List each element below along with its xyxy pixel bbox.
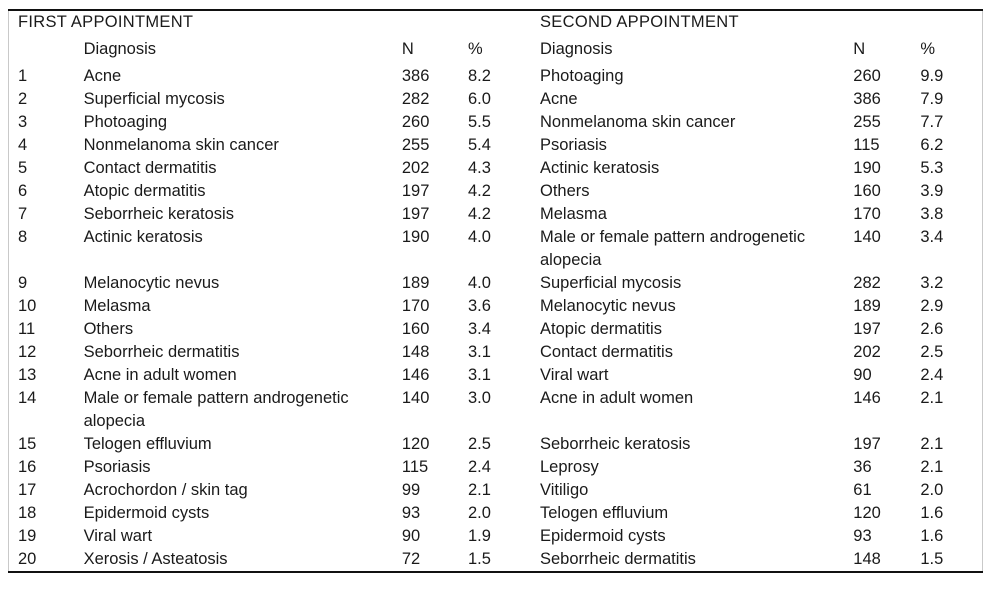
rank-cell: 9 bbox=[18, 274, 28, 292]
rank-cell: 15 bbox=[18, 435, 37, 453]
rank-cell: 19 bbox=[18, 527, 37, 545]
first-diagnosis-cell: Others bbox=[83, 320, 134, 338]
first-diagnosis-cell: Viral wart bbox=[83, 527, 153, 545]
rank-cell: 18 bbox=[18, 504, 37, 522]
second-percent-cell: 1.5 bbox=[920, 550, 944, 568]
rank-cell: 2 bbox=[18, 90, 28, 108]
first-n-cell: 189 bbox=[401, 274, 430, 292]
first-diagnosis-cell: Melanocytic nevus bbox=[83, 274, 220, 292]
first-diagnosis-cell: Superficial mycosis bbox=[83, 90, 225, 108]
first-diagnosis-cell: Contact dermatitis bbox=[83, 159, 217, 177]
first-percent-cell: 2.5 bbox=[467, 435, 491, 453]
table-row bbox=[9, 479, 983, 502]
second-n-cell: 190 bbox=[853, 159, 881, 177]
first-diagnosis-cell: Acrochordon / skin tag bbox=[83, 481, 248, 499]
second-n-cell: 282 bbox=[853, 274, 881, 292]
first-n-cell: 170 bbox=[401, 297, 430, 315]
table-row bbox=[9, 318, 983, 341]
second-n-cell: 202 bbox=[853, 343, 881, 361]
second-percent-cell: 5.3 bbox=[920, 159, 944, 177]
first-percent-cell: 4.3 bbox=[467, 159, 491, 177]
second-percent-cell: 2.6 bbox=[920, 320, 944, 338]
rank-cell: 16 bbox=[18, 458, 37, 476]
table-row bbox=[9, 88, 983, 111]
first-diagnosis-cell: Telogen effluvium bbox=[83, 435, 212, 453]
second-n-cell: 36 bbox=[853, 458, 872, 476]
first-diagnosis-cell: Photoaging bbox=[83, 113, 168, 131]
first-n-cell: 282 bbox=[401, 90, 430, 108]
table-row bbox=[9, 387, 983, 433]
second-percent-cell: 2.9 bbox=[920, 297, 944, 315]
first-percent-cell: 4.2 bbox=[467, 182, 491, 200]
second-percent-cell: 2.1 bbox=[920, 458, 944, 476]
second-n-cell: 115 bbox=[853, 136, 880, 154]
first-n-cell: 120 bbox=[401, 435, 430, 453]
second-percent-cell: 3.2 bbox=[920, 274, 944, 292]
second-percent-cell: 6.2 bbox=[920, 136, 944, 154]
second-percent-column-header: % bbox=[920, 40, 936, 58]
second-percent-cell: 2.1 bbox=[920, 389, 944, 407]
rank-cell: 5 bbox=[18, 159, 28, 177]
first-percent-cell: 3.4 bbox=[467, 320, 491, 338]
first-percent-cell: 3.1 bbox=[467, 343, 491, 361]
rank-cell: 6 bbox=[18, 182, 28, 200]
first-n-cell: 197 bbox=[401, 182, 430, 200]
first-n-cell: 99 bbox=[401, 481, 421, 499]
first-diagnosis-cell: Male or female pattern androgenetic alopecia bbox=[83, 389, 349, 430]
second-n-cell: 61 bbox=[853, 481, 872, 499]
first-diagnosis-cell: Seborrheic keratosis bbox=[83, 205, 234, 223]
second-n-cell: 197 bbox=[853, 435, 881, 453]
section-header-row bbox=[9, 10, 983, 34]
table-row bbox=[9, 226, 983, 272]
second-percent-cell: 3.8 bbox=[920, 205, 944, 223]
second-percent-cell: 2.1 bbox=[920, 435, 944, 453]
second-diagnosis-cell: Actinic keratosis bbox=[540, 159, 660, 177]
column-header-row bbox=[9, 34, 983, 65]
second-diagnosis-column-header: Diagnosis bbox=[540, 40, 613, 58]
table-row bbox=[9, 295, 983, 318]
first-n-cell: 197 bbox=[401, 205, 430, 223]
second-percent-cell: 2.0 bbox=[920, 481, 944, 499]
first-percent-cell: 8.2 bbox=[467, 67, 491, 85]
rank-cell: 3 bbox=[18, 113, 28, 131]
first-percent-cell: 5.5 bbox=[467, 113, 491, 131]
first-percent-cell: 4.0 bbox=[467, 228, 491, 246]
second-diagnosis-cell: Psoriasis bbox=[540, 136, 607, 154]
second-appointment-section-header: SECOND APPOINTMENT bbox=[540, 13, 739, 31]
second-diagnosis-cell: Superficial mycosis bbox=[540, 274, 682, 292]
first-diagnosis-cell: Acne bbox=[83, 67, 122, 85]
rank-cell: 13 bbox=[18, 366, 37, 384]
first-percent-cell: 3.1 bbox=[467, 366, 491, 384]
rank-cell: 10 bbox=[18, 297, 37, 315]
second-diagnosis-cell: Photoaging bbox=[540, 67, 624, 85]
first-n-cell: 115 bbox=[401, 458, 429, 476]
first-diagnosis-cell: Acne in adult women bbox=[83, 366, 237, 384]
table-row bbox=[9, 203, 983, 226]
table-row bbox=[9, 433, 983, 456]
first-diagnosis-cell: Nonmelanoma skin cancer bbox=[83, 136, 279, 154]
second-percent-cell: 9.9 bbox=[920, 67, 944, 85]
second-n-cell: 93 bbox=[853, 527, 872, 545]
first-appointment-section-header: FIRST APPOINTMENT bbox=[18, 13, 194, 31]
second-diagnosis-cell: Acne bbox=[540, 90, 578, 108]
table-row bbox=[9, 180, 983, 203]
second-diagnosis-cell: Others bbox=[540, 182, 590, 200]
first-n-cell: 202 bbox=[401, 159, 430, 177]
second-diagnosis-cell: Seborrheic keratosis bbox=[540, 435, 691, 453]
first-n-column-header: N bbox=[401, 40, 414, 58]
rank-cell: 7 bbox=[18, 205, 28, 223]
second-n-cell: 260 bbox=[853, 67, 881, 85]
first-percent-cell: 3.6 bbox=[467, 297, 491, 315]
rank-cell: 11 bbox=[18, 320, 36, 338]
table-row bbox=[9, 111, 983, 134]
table-row bbox=[9, 134, 983, 157]
first-percent-cell: 2.1 bbox=[467, 481, 491, 499]
table-row bbox=[9, 525, 983, 548]
rank-cell: 17 bbox=[18, 481, 37, 499]
first-percent-cell: 4.2 bbox=[467, 205, 491, 223]
first-percent-cell: 4.0 bbox=[467, 274, 491, 292]
first-diagnosis-cell: Atopic dermatitis bbox=[83, 182, 206, 200]
first-n-cell: 190 bbox=[401, 228, 430, 246]
second-n-cell: 170 bbox=[853, 205, 881, 223]
first-n-cell: 260 bbox=[401, 113, 430, 131]
second-n-cell: 148 bbox=[853, 550, 881, 568]
second-percent-cell: 2.5 bbox=[920, 343, 944, 361]
first-n-cell: 72 bbox=[401, 550, 421, 568]
rank-cell: 20 bbox=[18, 550, 37, 568]
second-percent-cell: 1.6 bbox=[920, 504, 944, 522]
first-percent-cell: 1.5 bbox=[467, 550, 491, 568]
second-percent-cell: 2.4 bbox=[920, 366, 944, 384]
rank-cell: 1 bbox=[18, 67, 28, 85]
first-n-cell: 255 bbox=[401, 136, 430, 154]
second-diagnosis-cell: Vitiligo bbox=[540, 481, 589, 499]
second-n-cell: 197 bbox=[853, 320, 881, 338]
first-n-cell: 93 bbox=[401, 504, 421, 522]
first-n-cell: 146 bbox=[401, 366, 430, 384]
first-n-cell: 148 bbox=[401, 343, 430, 361]
first-diagnosis-cell: Psoriasis bbox=[83, 458, 151, 476]
second-diagnosis-cell: Seborrheic dermatitis bbox=[540, 550, 696, 568]
first-diagnosis-cell: Epidermoid cysts bbox=[83, 504, 210, 522]
first-diagnosis-cell: Xerosis / Asteatosis bbox=[83, 550, 228, 568]
table-row bbox=[9, 157, 983, 180]
second-diagnosis-cell: Acne in adult women bbox=[540, 389, 694, 407]
first-percent-column-header: % bbox=[467, 40, 483, 58]
table-row bbox=[9, 272, 983, 295]
second-diagnosis-cell: Male or female pattern androgenetic alopecia bbox=[540, 228, 806, 269]
rank-cell: 12 bbox=[18, 343, 37, 361]
second-diagnosis-cell: Melanocytic nevus bbox=[540, 297, 676, 315]
second-diagnosis-cell: Melasma bbox=[540, 205, 607, 223]
second-n-cell: 90 bbox=[853, 366, 872, 384]
rank-cell: 14 bbox=[18, 389, 37, 407]
first-n-cell: 90 bbox=[401, 527, 421, 545]
second-n-cell: 140 bbox=[853, 228, 881, 246]
first-n-cell: 160 bbox=[401, 320, 430, 338]
first-diagnosis-cell: Actinic keratosis bbox=[83, 228, 203, 246]
second-diagnosis-cell: Epidermoid cysts bbox=[540, 527, 666, 545]
first-diagnosis-cell: Melasma bbox=[83, 297, 151, 315]
diagnosis-frequency-table bbox=[8, 9, 983, 573]
second-n-cell: 160 bbox=[853, 182, 881, 200]
table-row bbox=[9, 456, 983, 479]
first-percent-cell: 5.4 bbox=[467, 136, 491, 154]
table-row bbox=[9, 65, 983, 88]
diagnosis-table-frame bbox=[8, 9, 983, 573]
table-body bbox=[9, 65, 983, 572]
second-diagnosis-cell: Contact dermatitis bbox=[540, 343, 673, 361]
second-n-cell: 189 bbox=[853, 297, 881, 315]
second-diagnosis-cell: Leprosy bbox=[540, 458, 599, 476]
second-percent-cell: 7.9 bbox=[920, 90, 944, 108]
first-percent-cell: 6.0 bbox=[467, 90, 491, 108]
rank-cell: 8 bbox=[18, 228, 28, 246]
second-percent-cell: 3.4 bbox=[920, 228, 944, 246]
second-n-cell: 120 bbox=[853, 504, 881, 522]
second-percent-cell: 3.9 bbox=[920, 182, 944, 200]
first-diagnosis-column-header: Diagnosis bbox=[83, 40, 157, 58]
second-percent-cell: 7.7 bbox=[920, 113, 944, 131]
first-percent-cell: 1.9 bbox=[467, 527, 491, 545]
second-diagnosis-cell: Nonmelanoma skin cancer bbox=[540, 113, 736, 131]
first-n-cell: 140 bbox=[401, 389, 430, 407]
second-n-cell: 386 bbox=[853, 90, 881, 108]
second-n-cell: 146 bbox=[853, 389, 881, 407]
second-diagnosis-cell: Viral wart bbox=[540, 366, 609, 384]
table-row bbox=[9, 341, 983, 364]
first-n-cell: 386 bbox=[401, 67, 430, 85]
rank-column-header bbox=[9, 34, 75, 65]
table-row bbox=[9, 364, 983, 387]
table-row bbox=[9, 502, 983, 525]
table-row bbox=[9, 548, 983, 572]
second-percent-cell: 1.6 bbox=[920, 527, 944, 545]
first-diagnosis-cell: Seborrheic dermatitis bbox=[83, 343, 240, 361]
second-n-cell: 255 bbox=[853, 113, 881, 131]
second-n-column-header: N bbox=[853, 40, 866, 58]
first-percent-cell: 2.0 bbox=[467, 504, 491, 522]
second-diagnosis-cell: Atopic dermatitis bbox=[540, 320, 662, 338]
first-percent-cell: 3.0 bbox=[467, 389, 491, 407]
second-diagnosis-cell: Telogen effluvium bbox=[540, 504, 669, 522]
rank-cell: 4 bbox=[18, 136, 28, 154]
first-percent-cell: 2.4 bbox=[467, 458, 491, 476]
